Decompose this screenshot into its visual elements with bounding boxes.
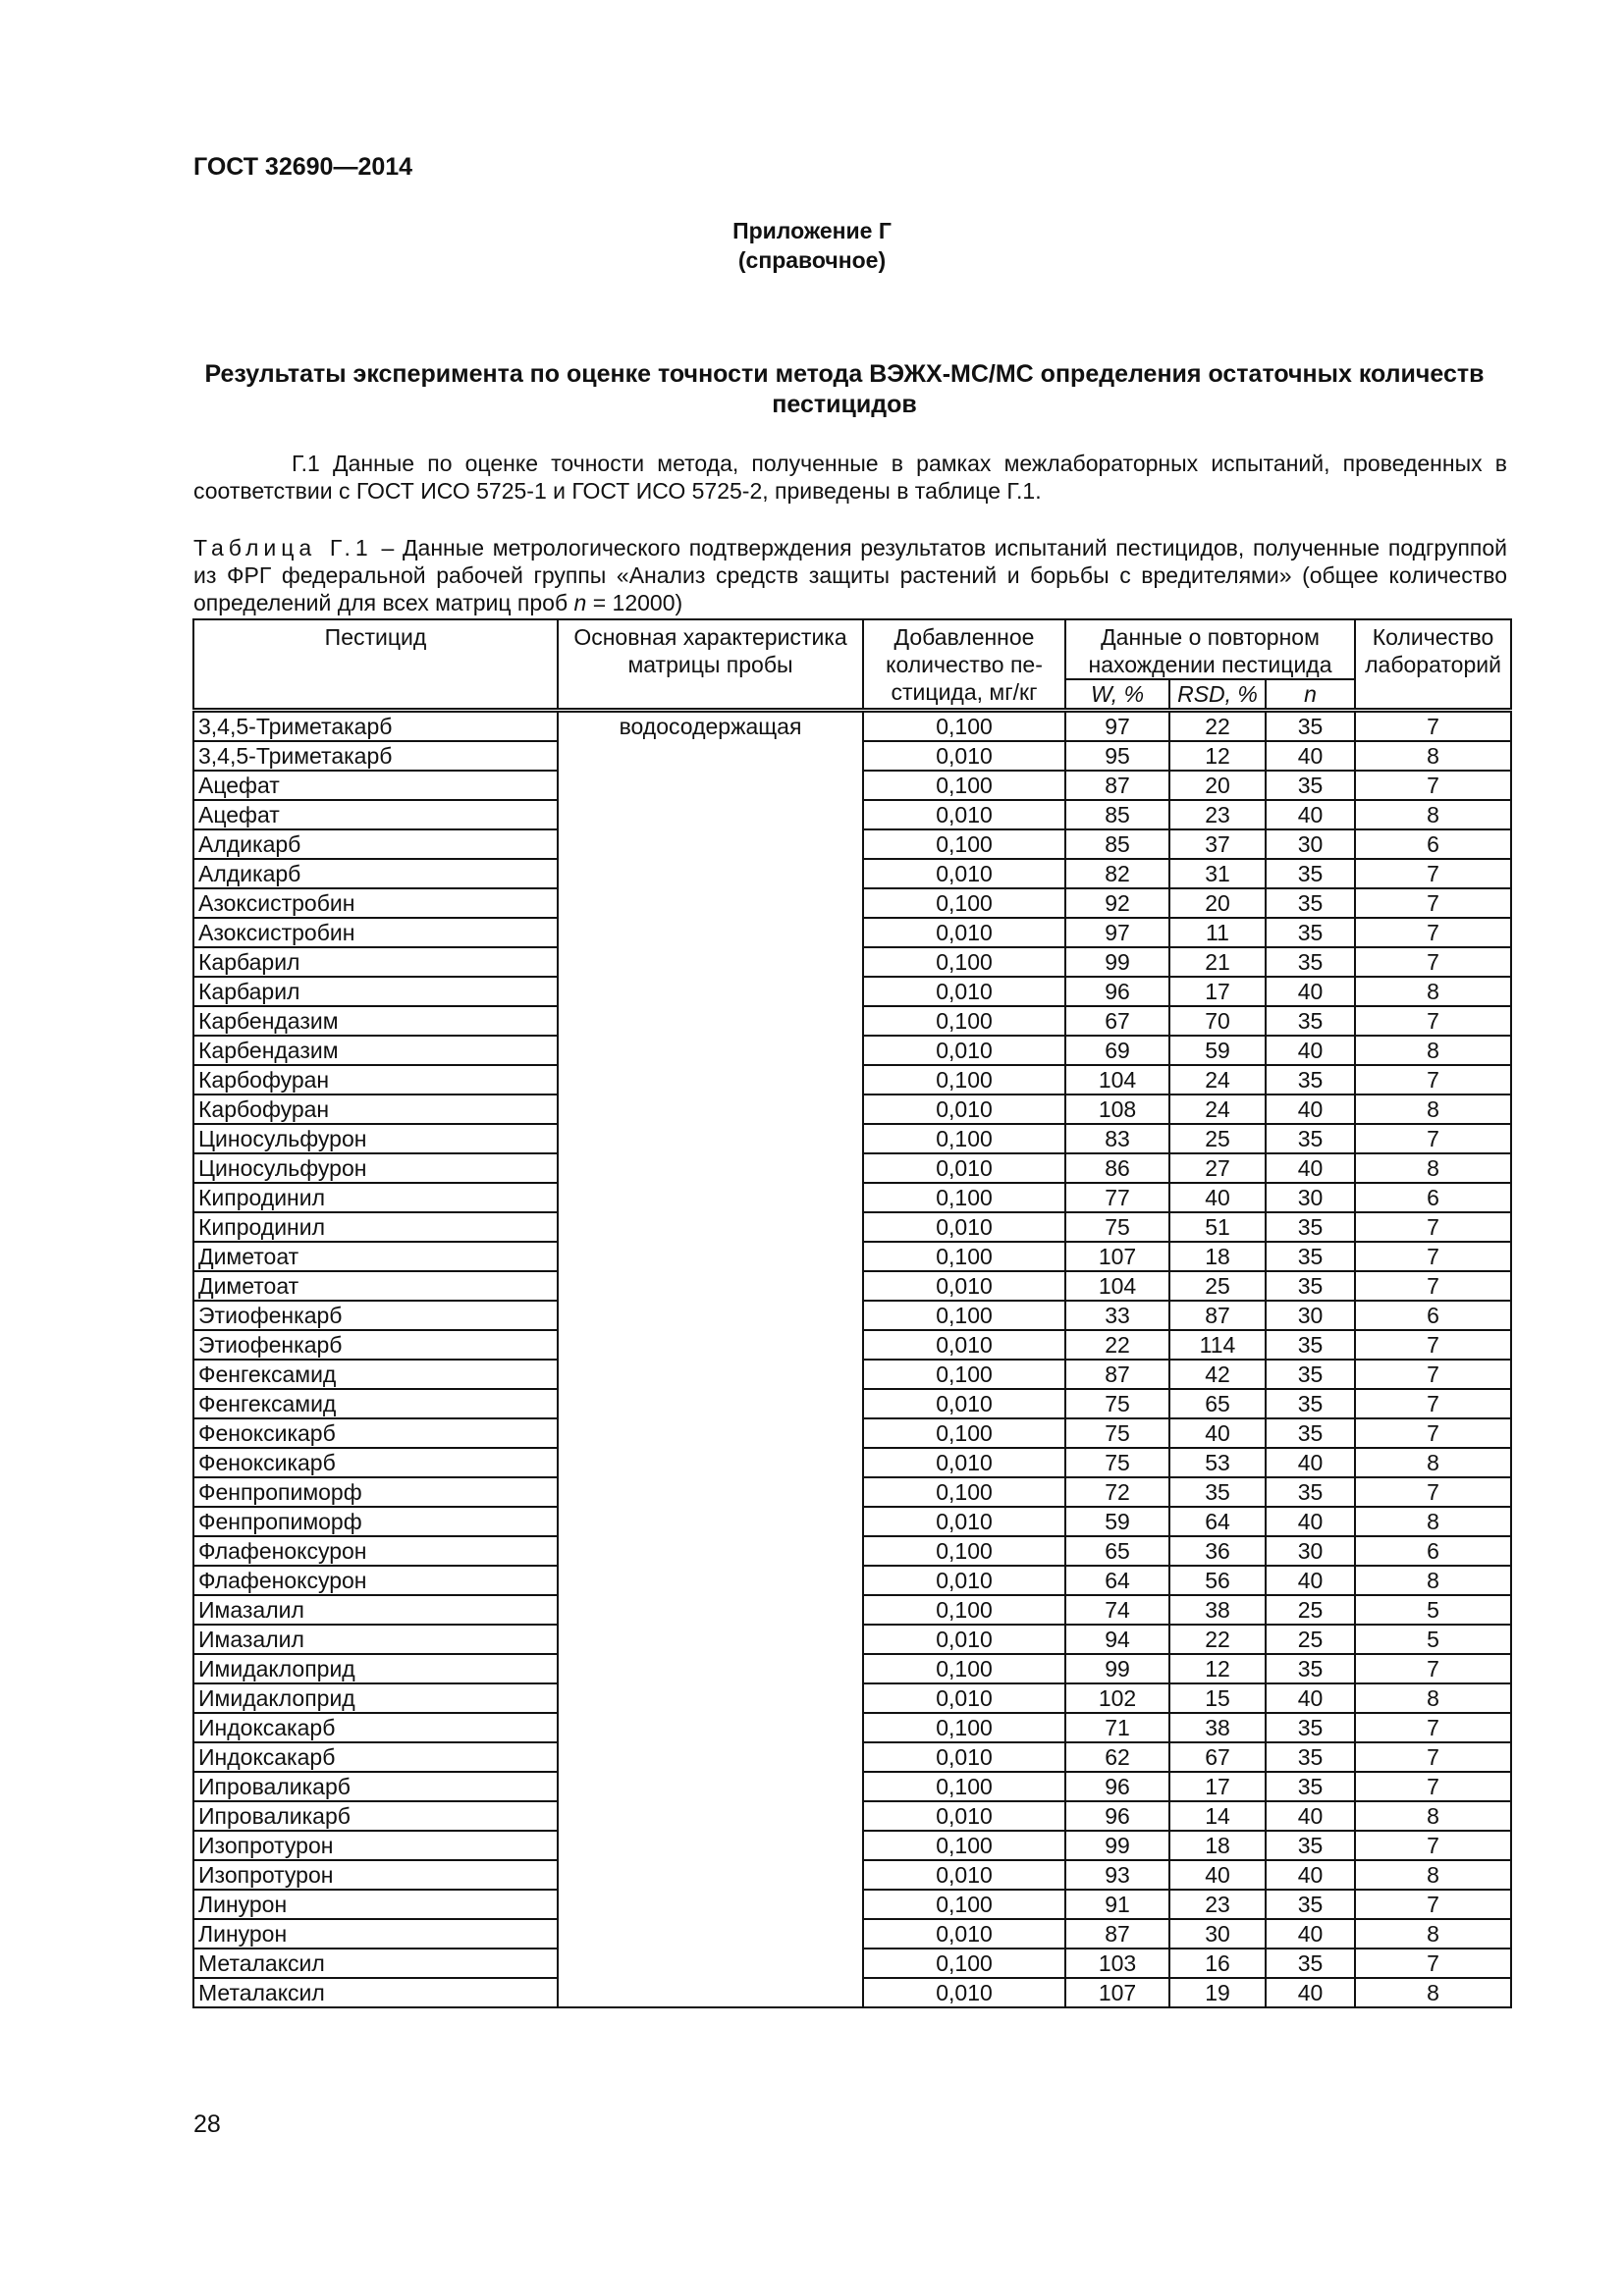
cell-labs: 6	[1355, 829, 1511, 859]
cell-n: 35	[1266, 1477, 1355, 1507]
cell-pesticide: Изопротурон	[193, 1860, 558, 1890]
cell-rsd: 59	[1169, 1036, 1266, 1065]
cell-w: 99	[1065, 1654, 1169, 1683]
cell-labs: 7	[1355, 1271, 1511, 1301]
cell-added-amount: 0,010	[863, 918, 1065, 947]
cell-rsd: 37	[1169, 829, 1266, 859]
cell-labs: 8	[1355, 1683, 1511, 1713]
cell-labs: 8	[1355, 1507, 1511, 1536]
cell-labs: 8	[1355, 741, 1511, 771]
cell-n: 35	[1266, 1890, 1355, 1919]
cell-n: 35	[1266, 1389, 1355, 1418]
cell-labs: 8	[1355, 800, 1511, 829]
cell-added-amount: 0,100	[863, 1536, 1065, 1566]
cell-pesticide: Флафеноксурон	[193, 1566, 558, 1595]
cell-rsd: 23	[1169, 800, 1266, 829]
cell-pesticide: Карбофуран	[193, 1095, 558, 1124]
cell-rsd: 64	[1169, 1507, 1266, 1536]
table-caption-total: = 12000)	[586, 590, 683, 615]
cell-labs: 8	[1355, 1978, 1511, 2007]
cell-added-amount: 0,010	[863, 1978, 1065, 2007]
cell-rsd: 53	[1169, 1448, 1266, 1477]
header-added-amount: Добавленное количество пе-стицида, мг/кг	[863, 619, 1065, 711]
cell-labs: 7	[1355, 1124, 1511, 1153]
cell-w: 102	[1065, 1683, 1169, 1713]
cell-labs: 7	[1355, 1949, 1511, 1978]
header-pesticide: Пестицид	[193, 619, 558, 711]
cell-n: 35	[1266, 888, 1355, 918]
cell-n: 35	[1266, 947, 1355, 977]
cell-added-amount: 0,010	[863, 1919, 1065, 1949]
cell-n: 35	[1266, 918, 1355, 947]
cell-matrix: водосодержащая	[558, 711, 863, 2008]
cell-labs: 8	[1355, 1919, 1511, 1949]
cell-rsd: 40	[1169, 1860, 1266, 1890]
cell-w: 104	[1065, 1065, 1169, 1095]
cell-rsd: 38	[1169, 1713, 1266, 1742]
cell-n: 35	[1266, 1271, 1355, 1301]
header-repeat-data: Данные о повторном нахождении пестицида	[1065, 619, 1355, 679]
cell-rsd: 27	[1169, 1153, 1266, 1183]
cell-w: 87	[1065, 1919, 1169, 1949]
cell-added-amount: 0,100	[863, 1831, 1065, 1860]
cell-pesticide: Имидаклоприд	[193, 1683, 558, 1713]
cell-pesticide: Ипроваликарб	[193, 1801, 558, 1831]
cell-rsd: 42	[1169, 1360, 1266, 1389]
cell-pesticide: Феноксикарб	[193, 1418, 558, 1448]
cell-n: 40	[1266, 1448, 1355, 1477]
cell-n: 25	[1266, 1595, 1355, 1625]
cell-pesticide: Циносульфурон	[193, 1124, 558, 1153]
cell-added-amount: 0,100	[863, 1006, 1065, 1036]
cell-added-amount: 0,100	[863, 771, 1065, 800]
cell-rsd: 18	[1169, 1242, 1266, 1271]
cell-added-amount: 0,100	[863, 711, 1065, 742]
cell-n: 40	[1266, 741, 1355, 771]
cell-rsd: 20	[1169, 888, 1266, 918]
cell-added-amount: 0,010	[863, 1095, 1065, 1124]
cell-labs: 7	[1355, 1242, 1511, 1271]
cell-n: 35	[1266, 1065, 1355, 1095]
cell-n: 40	[1266, 1683, 1355, 1713]
cell-rsd: 67	[1169, 1742, 1266, 1772]
cell-pesticide: Индоксакарб	[193, 1713, 558, 1742]
cell-labs: 8	[1355, 977, 1511, 1006]
cell-rsd: 31	[1169, 859, 1266, 888]
cell-added-amount: 0,100	[863, 1713, 1065, 1742]
cell-rsd: 36	[1169, 1536, 1266, 1566]
cell-w: 99	[1065, 947, 1169, 977]
cell-added-amount: 0,010	[863, 1566, 1065, 1595]
cell-w: 64	[1065, 1566, 1169, 1595]
cell-pesticide: Ипроваликарб	[193, 1772, 558, 1801]
cell-added-amount: 0,100	[863, 1890, 1065, 1919]
cell-w: 59	[1065, 1507, 1169, 1536]
cell-w: 92	[1065, 888, 1169, 918]
cell-rsd: 17	[1169, 1772, 1266, 1801]
cell-added-amount: 0,010	[863, 1625, 1065, 1654]
cell-rsd: 20	[1169, 771, 1266, 800]
cell-w: 83	[1065, 1124, 1169, 1153]
cell-labs: 7	[1355, 1654, 1511, 1683]
cell-rsd: 18	[1169, 1831, 1266, 1860]
cell-w: 99	[1065, 1831, 1169, 1860]
cell-labs: 7	[1355, 1330, 1511, 1360]
cell-rsd: 56	[1169, 1566, 1266, 1595]
cell-w: 77	[1065, 1183, 1169, 1212]
cell-w: 103	[1065, 1949, 1169, 1978]
cell-labs: 7	[1355, 1890, 1511, 1919]
cell-n: 35	[1266, 771, 1355, 800]
cell-added-amount: 0,010	[863, 1212, 1065, 1242]
cell-added-amount: 0,100	[863, 1183, 1065, 1212]
cell-added-amount: 0,010	[863, 1742, 1065, 1772]
cell-w: 74	[1065, 1595, 1169, 1625]
table-row	[193, 711, 1511, 742]
cell-rsd: 12	[1169, 741, 1266, 771]
cell-added-amount: 0,100	[863, 1124, 1065, 1153]
cell-pesticide: Металаксил	[193, 1978, 558, 2007]
cell-added-amount: 0,010	[863, 1389, 1065, 1418]
cell-n: 35	[1266, 1742, 1355, 1772]
cell-w: 75	[1065, 1212, 1169, 1242]
cell-pesticide: Азоксистробин	[193, 918, 558, 947]
cell-labs: 8	[1355, 1448, 1511, 1477]
cell-w: 87	[1065, 1360, 1169, 1389]
header-rsd: RSD, %	[1169, 679, 1266, 711]
table-caption-n: n	[573, 590, 587, 615]
cell-added-amount: 0,010	[863, 1860, 1065, 1890]
cell-added-amount: 0,100	[863, 1360, 1065, 1389]
cell-n: 40	[1266, 1095, 1355, 1124]
cell-labs: 6	[1355, 1536, 1511, 1566]
cell-labs: 7	[1355, 1360, 1511, 1389]
cell-pesticide: Кипродинил	[193, 1212, 558, 1242]
cell-n: 40	[1266, 1919, 1355, 1949]
main-title: Результаты эксперимента по оценке точности метода ВЭЖХ-МС/МС определения остаточных количеств пестицидов	[204, 360, 1485, 418]
cell-pesticide: Металаксил	[193, 1949, 558, 1978]
cell-pesticide: Этиофенкарб	[193, 1301, 558, 1330]
cell-pesticide: Линурон	[193, 1919, 558, 1949]
cell-labs: 7	[1355, 711, 1511, 742]
table-caption-label: Таблица Г.1	[193, 535, 373, 561]
cell-labs: 7	[1355, 888, 1511, 918]
cell-rsd: 40	[1169, 1418, 1266, 1448]
cell-n: 35	[1266, 1831, 1355, 1860]
cell-pesticide: Феноксикарб	[193, 1448, 558, 1477]
cell-pesticide: Азоксистробин	[193, 888, 558, 918]
cell-n: 35	[1266, 1242, 1355, 1271]
cell-n: 35	[1266, 711, 1355, 742]
cell-pesticide: Этиофенкарб	[193, 1330, 558, 1360]
cell-pesticide: Карбендазим	[193, 1006, 558, 1036]
cell-n: 40	[1266, 1036, 1355, 1065]
cell-labs: 7	[1355, 1389, 1511, 1418]
cell-labs: 7	[1355, 918, 1511, 947]
cell-w: 96	[1065, 1772, 1169, 1801]
cell-n: 40	[1266, 1801, 1355, 1831]
cell-pesticide: Кипродинил	[193, 1183, 558, 1212]
header-labs: Количество лабораторий	[1355, 619, 1511, 711]
cell-added-amount: 0,010	[863, 1330, 1065, 1360]
cell-added-amount: 0,010	[863, 1507, 1065, 1536]
cell-added-amount: 0,100	[863, 829, 1065, 859]
cell-labs: 7	[1355, 1831, 1511, 1860]
cell-rsd: 19	[1169, 1978, 1266, 2007]
cell-rsd: 21	[1169, 947, 1266, 977]
cell-added-amount: 0,100	[863, 1654, 1065, 1683]
cell-added-amount: 0,100	[863, 1418, 1065, 1448]
cell-pesticide: Карбарил	[193, 947, 558, 977]
cell-labs: 7	[1355, 1742, 1511, 1772]
cell-n: 40	[1266, 977, 1355, 1006]
cell-labs: 6	[1355, 1301, 1511, 1330]
cell-added-amount: 0,010	[863, 859, 1065, 888]
cell-labs: 7	[1355, 1713, 1511, 1742]
cell-w: 95	[1065, 741, 1169, 771]
cell-added-amount: 0,100	[863, 1065, 1065, 1095]
page-number: 28	[193, 2110, 221, 2138]
cell-rsd: 17	[1169, 977, 1266, 1006]
cell-added-amount: 0,100	[863, 1242, 1065, 1271]
cell-w: 96	[1065, 1801, 1169, 1831]
cell-w: 67	[1065, 1006, 1169, 1036]
cell-w: 75	[1065, 1389, 1169, 1418]
cell-labs: 7	[1355, 1006, 1511, 1036]
cell-labs: 7	[1355, 1418, 1511, 1448]
cell-pesticide: Имидаклоприд	[193, 1654, 558, 1683]
cell-added-amount: 0,010	[863, 1271, 1065, 1301]
cell-w: 108	[1065, 1095, 1169, 1124]
cell-labs: 5	[1355, 1595, 1511, 1625]
cell-n: 30	[1266, 1183, 1355, 1212]
cell-pesticide: Флафеноксурон	[193, 1536, 558, 1566]
cell-rsd: 38	[1169, 1595, 1266, 1625]
cell-w: 65	[1065, 1536, 1169, 1566]
header-n: n	[1266, 679, 1355, 711]
cell-pesticide: Циносульфурон	[193, 1153, 558, 1183]
cell-added-amount: 0,010	[863, 800, 1065, 829]
cell-labs: 7	[1355, 1772, 1511, 1801]
cell-added-amount: 0,100	[863, 1772, 1065, 1801]
cell-pesticide: Изопротурон	[193, 1831, 558, 1860]
cell-labs: 7	[1355, 771, 1511, 800]
cell-rsd: 35	[1169, 1477, 1266, 1507]
table-caption-text: – Данные метрологического подтверждения результатов испытаний пестицидов, полученные подгруппой из ФРГ федеральной рабочей группы «Анализ средств защиты растений и борьбы с вредителями» (общее количество определений для всех матриц проб	[193, 535, 1507, 615]
cell-added-amount: 0,010	[863, 1153, 1065, 1183]
cell-w: 87	[1065, 771, 1169, 800]
cell-rsd: 12	[1169, 1654, 1266, 1683]
cell-w: 94	[1065, 1625, 1169, 1654]
appendix-title: Приложение Г	[732, 218, 892, 243]
cell-w: 75	[1065, 1418, 1169, 1448]
cell-labs: 7	[1355, 947, 1511, 977]
cell-rsd: 24	[1169, 1065, 1266, 1095]
cell-w: 107	[1065, 1242, 1169, 1271]
document-code: ГОСТ 32690—2014	[193, 153, 413, 181]
cell-rsd: 25	[1169, 1124, 1266, 1153]
cell-w: 97	[1065, 711, 1169, 742]
cell-pesticide: Фенпропиморф	[193, 1477, 558, 1507]
results-table	[192, 618, 1512, 2008]
cell-added-amount: 0,010	[863, 1448, 1065, 1477]
cell-n: 35	[1266, 1654, 1355, 1683]
cell-n: 40	[1266, 800, 1355, 829]
cell-n: 35	[1266, 1949, 1355, 1978]
cell-n: 35	[1266, 1772, 1355, 1801]
cell-rsd: 40	[1169, 1183, 1266, 1212]
cell-added-amount: 0,010	[863, 977, 1065, 1006]
cell-pesticide: Алдикарб	[193, 829, 558, 859]
cell-rsd: 51	[1169, 1212, 1266, 1242]
header-matrix: Основная характеристика матрицы пробы	[558, 619, 863, 711]
cell-rsd: 23	[1169, 1890, 1266, 1919]
cell-rsd: 14	[1169, 1801, 1266, 1831]
cell-pesticide: Карбофуран	[193, 1065, 558, 1095]
cell-n: 35	[1266, 1330, 1355, 1360]
cell-n: 40	[1266, 1860, 1355, 1890]
cell-labs: 8	[1355, 1860, 1511, 1890]
cell-n: 40	[1266, 1566, 1355, 1595]
cell-w: 97	[1065, 918, 1169, 947]
cell-pesticide: Алдикарб	[193, 859, 558, 888]
cell-n: 40	[1266, 1978, 1355, 2007]
cell-n: 35	[1266, 1418, 1355, 1448]
cell-rsd: 22	[1169, 711, 1266, 742]
appendix-subtitle: (справочное)	[737, 247, 887, 273]
cell-n: 35	[1266, 1360, 1355, 1389]
cell-w: 91	[1065, 1890, 1169, 1919]
cell-w: 71	[1065, 1713, 1169, 1742]
cell-n: 35	[1266, 1006, 1355, 1036]
cell-w: 82	[1065, 859, 1169, 888]
cell-labs: 8	[1355, 1801, 1511, 1831]
cell-pesticide: Имазалил	[193, 1595, 558, 1625]
cell-labs: 7	[1355, 1065, 1511, 1095]
cell-pesticide: 3,4,5-Триметакарб	[193, 711, 558, 742]
cell-n: 30	[1266, 1301, 1355, 1330]
cell-n: 35	[1266, 1212, 1355, 1242]
cell-n: 30	[1266, 829, 1355, 859]
cell-pesticide: Ацефат	[193, 771, 558, 800]
cell-labs: 7	[1355, 859, 1511, 888]
cell-n: 35	[1266, 1124, 1355, 1153]
cell-pesticide: Фенгексамид	[193, 1360, 558, 1389]
cell-added-amount: 0,010	[863, 1036, 1065, 1065]
cell-added-amount: 0,010	[863, 1801, 1065, 1831]
cell-w: 69	[1065, 1036, 1169, 1065]
cell-pesticide: Фенгексамид	[193, 1389, 558, 1418]
cell-n: 40	[1266, 1507, 1355, 1536]
cell-w: 75	[1065, 1448, 1169, 1477]
cell-n: 30	[1266, 1536, 1355, 1566]
cell-labs: 8	[1355, 1095, 1511, 1124]
cell-pesticide: Карбарил	[193, 977, 558, 1006]
cell-rsd: 25	[1169, 1271, 1266, 1301]
cell-w: 62	[1065, 1742, 1169, 1772]
cell-rsd: 24	[1169, 1095, 1266, 1124]
cell-w: 72	[1065, 1477, 1169, 1507]
cell-pesticide: 3,4,5-Триметакарб	[193, 741, 558, 771]
cell-added-amount: 0,100	[863, 888, 1065, 918]
cell-w: 104	[1065, 1271, 1169, 1301]
cell-pesticide: Ацефат	[193, 800, 558, 829]
cell-labs: 8	[1355, 1153, 1511, 1183]
cell-added-amount: 0,010	[863, 1683, 1065, 1713]
intro-paragraph: Г.1 Данные по оценке точности метода, полученные в рамках межлабораторных испытаний, проведенных в соответствии с ГОСТ ИСО 5725-1 и ГОСТ ИСО 5725-2, приведены в таблице Г.1.	[193, 451, 1507, 504]
cell-added-amount: 0,100	[863, 1949, 1065, 1978]
cell-labs: 7	[1355, 1212, 1511, 1242]
cell-w: 33	[1065, 1301, 1169, 1330]
cell-rsd: 30	[1169, 1919, 1266, 1949]
cell-rsd: 16	[1169, 1949, 1266, 1978]
cell-n: 40	[1266, 1153, 1355, 1183]
cell-added-amount: 0,100	[863, 1301, 1065, 1330]
cell-pesticide: Диметоат	[193, 1242, 558, 1271]
cell-pesticide: Фенпропиморф	[193, 1507, 558, 1536]
cell-labs: 5	[1355, 1625, 1511, 1654]
cell-labs: 8	[1355, 1036, 1511, 1065]
cell-rsd: 22	[1169, 1625, 1266, 1654]
cell-added-amount: 0,100	[863, 1595, 1065, 1625]
cell-w: 86	[1065, 1153, 1169, 1183]
cell-w: 107	[1065, 1978, 1169, 2007]
cell-pesticide: Имазалил	[193, 1625, 558, 1654]
cell-added-amount: 0,100	[863, 947, 1065, 977]
table-caption	[193, 534, 1507, 616]
cell-rsd: 70	[1169, 1006, 1266, 1036]
cell-rsd: 11	[1169, 918, 1266, 947]
cell-rsd: 65	[1169, 1389, 1266, 1418]
cell-labs: 6	[1355, 1183, 1511, 1212]
cell-added-amount: 0,010	[863, 741, 1065, 771]
cell-w: 85	[1065, 800, 1169, 829]
cell-pesticide: Диметоат	[193, 1271, 558, 1301]
cell-pesticide: Карбендазим	[193, 1036, 558, 1065]
cell-pesticide: Линурон	[193, 1890, 558, 1919]
cell-labs: 8	[1355, 1566, 1511, 1595]
cell-labs: 7	[1355, 1477, 1511, 1507]
cell-w: 85	[1065, 829, 1169, 859]
cell-n: 35	[1266, 1713, 1355, 1742]
cell-pesticide: Индоксакарб	[193, 1742, 558, 1772]
cell-n: 25	[1266, 1625, 1355, 1654]
cell-n: 35	[1266, 859, 1355, 888]
header-w: W, %	[1065, 679, 1169, 711]
cell-rsd: 87	[1169, 1301, 1266, 1330]
cell-added-amount: 0,100	[863, 1477, 1065, 1507]
cell-w: 22	[1065, 1330, 1169, 1360]
cell-rsd: 114	[1169, 1330, 1266, 1360]
cell-rsd: 15	[1169, 1683, 1266, 1713]
cell-w: 96	[1065, 977, 1169, 1006]
cell-w: 93	[1065, 1860, 1169, 1890]
